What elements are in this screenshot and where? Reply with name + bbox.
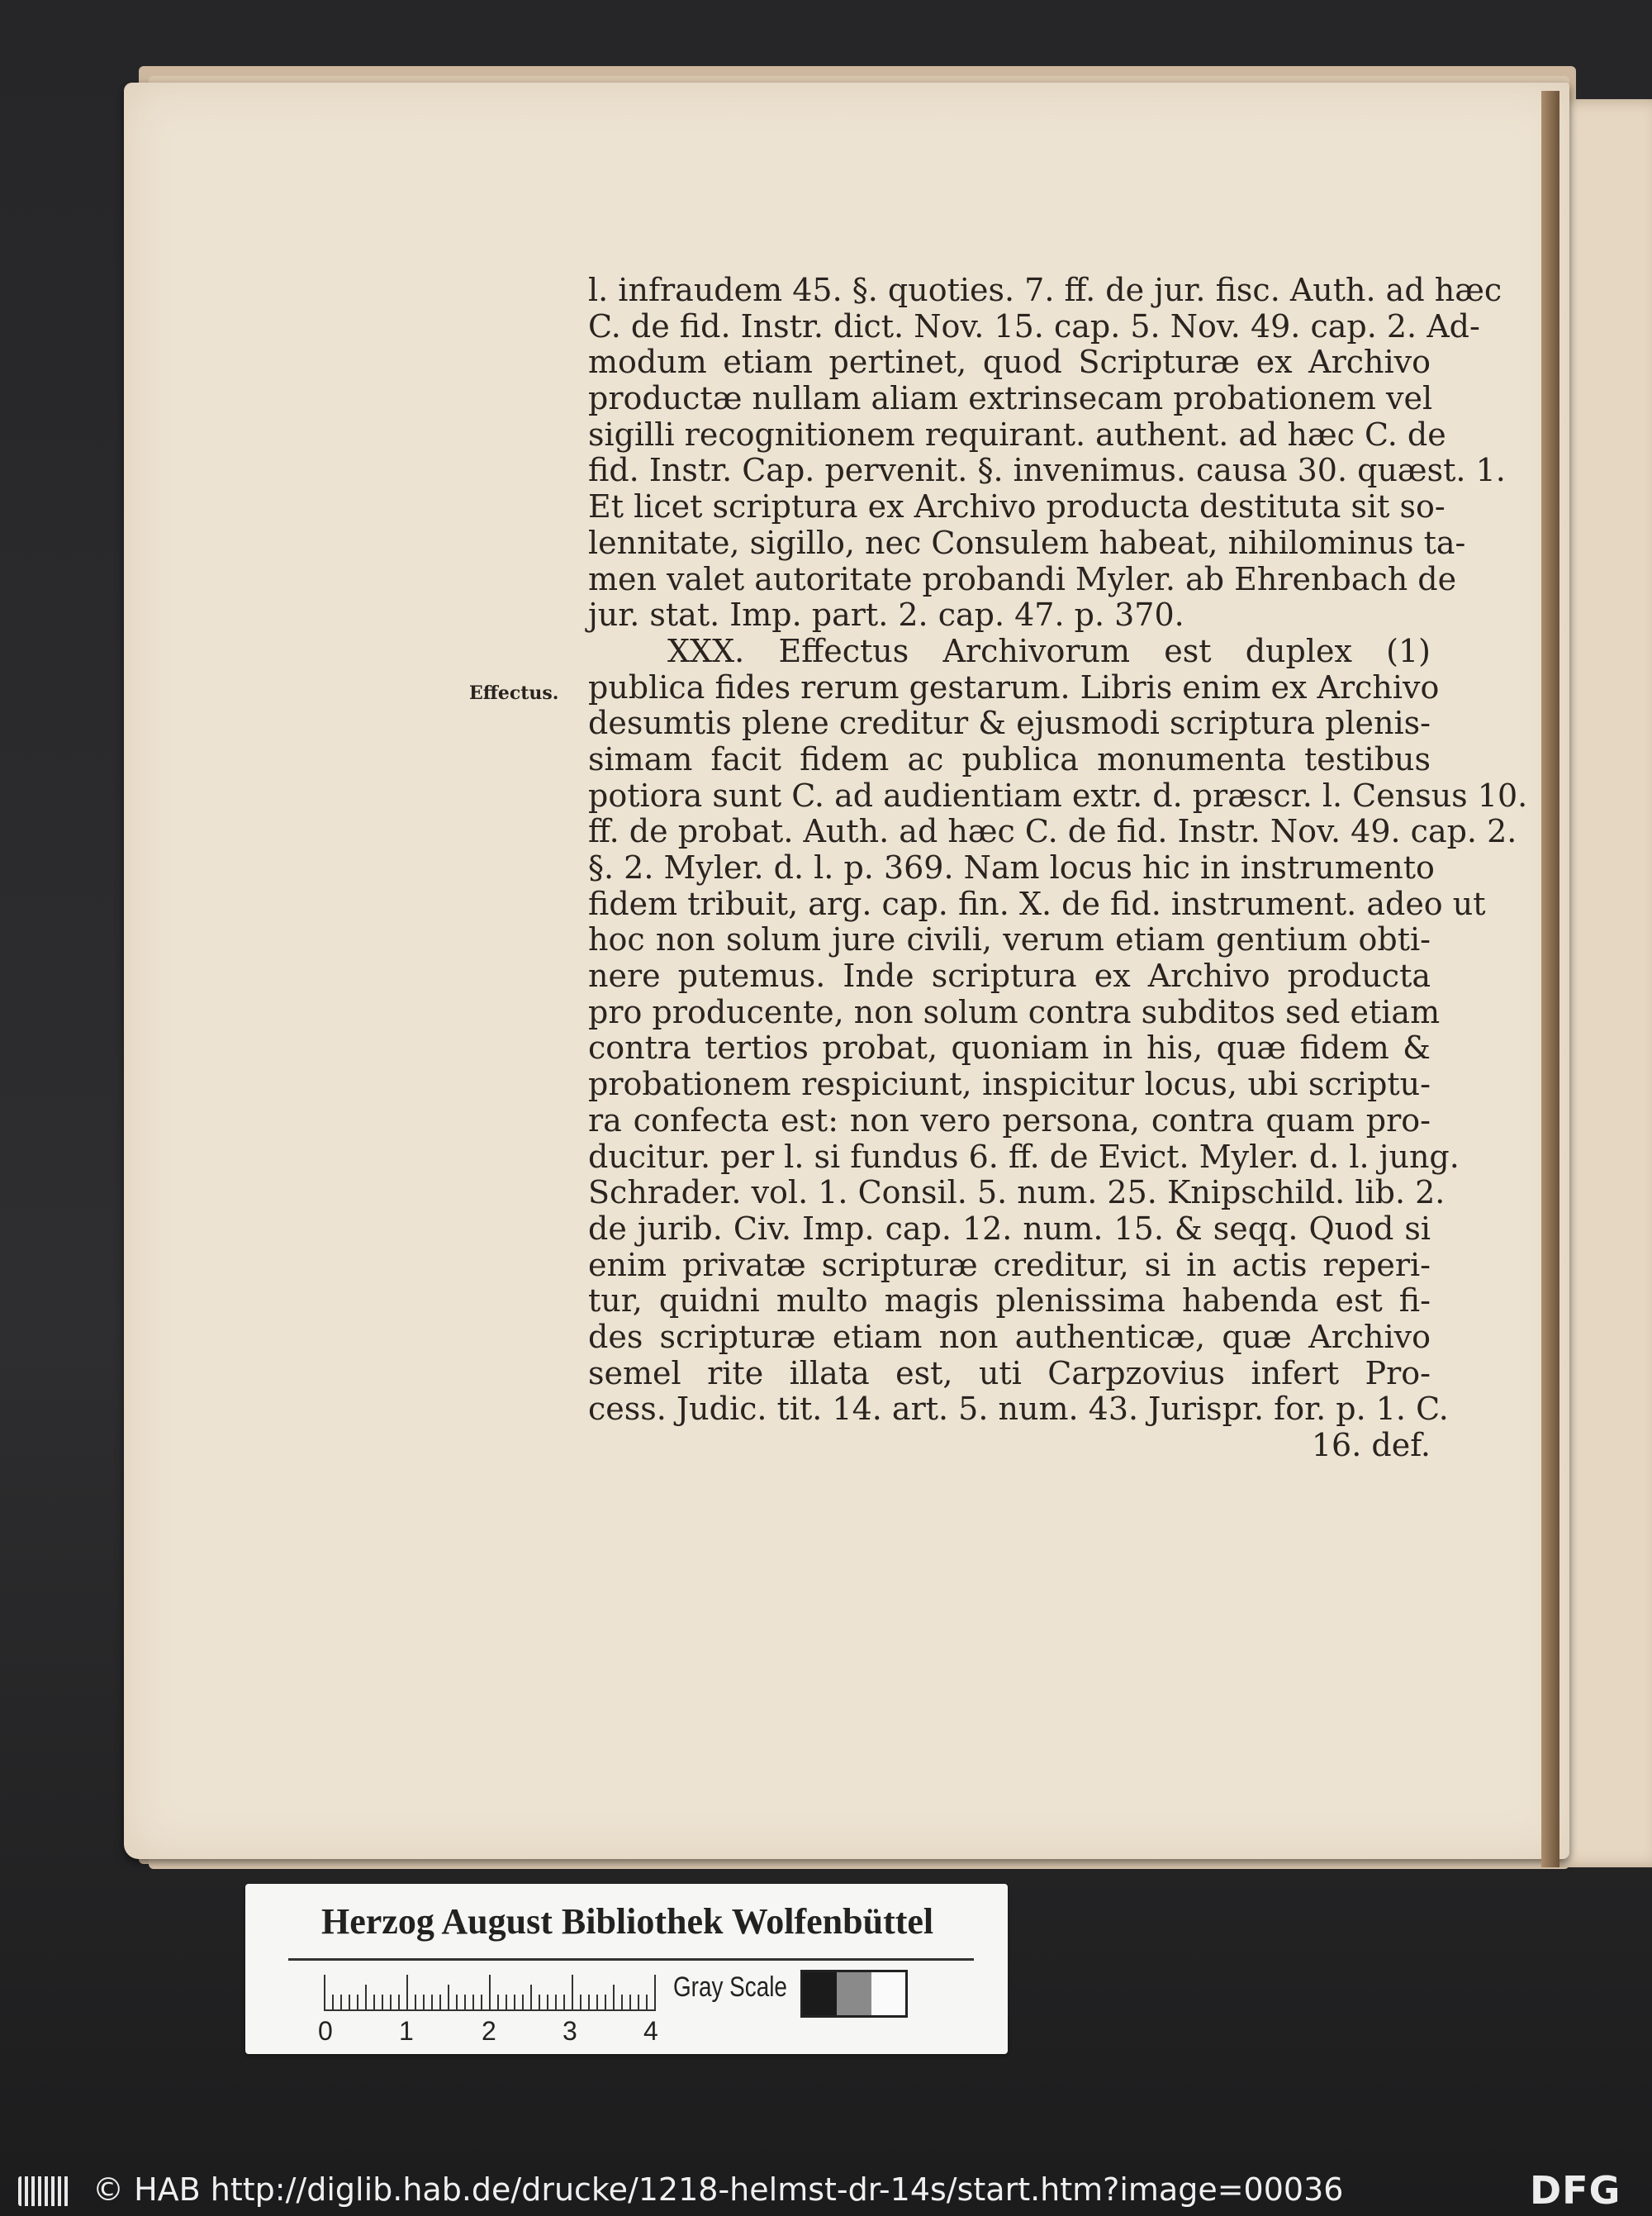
library-name: Herzog August Bibliothek Wolfenbüttel [321, 1901, 934, 1942]
ruler-tick [349, 1995, 350, 2011]
text-line: de jurib. Civ. Imp. cap. 12. num. 15. & seqq. Quod si [588, 1210, 1431, 1247]
ruler-number-0: 0 [318, 2016, 333, 2046]
ruler-tick [580, 1995, 582, 2011]
ruler-tick [439, 1995, 441, 2011]
ruler-tick [638, 1995, 639, 2011]
text-line: 16. def. [1311, 1427, 1431, 1463]
ruler-tick [415, 1995, 416, 2011]
ruler-tick [629, 1995, 631, 2011]
ruler-tick [489, 1975, 491, 2011]
grayscale-bar [800, 1970, 908, 2018]
ruler-tick [382, 1995, 383, 2011]
ruler-tick [613, 1985, 615, 2011]
dfg-logo: DFG [1530, 2168, 1621, 2213]
text-line: semel rite illata est, uti Carpzovius infert Pro- [588, 1354, 1431, 1391]
text-line: lennitate, sigillo, nec Consulem habeat, nihilominus ta- [588, 524, 1466, 561]
swatch-dark [803, 1972, 837, 2015]
text-line: Schrader. vol. 1. Consil. 5. num. 25. Knipschild. lib. 2. [588, 1174, 1446, 1211]
text-line: cess. Judic. tit. 14. art. 5. num. 43. Jurispr. for. p. 1. C. [588, 1391, 1449, 1428]
ruler-tick [390, 1995, 392, 2011]
text-line: ra confecta est: non vero persona, contra quam pro- [588, 1101, 1431, 1139]
text-line: enim privatæ scripturæ creditur, si in actis reperi- [588, 1246, 1431, 1283]
ruler-tick [332, 1995, 334, 2011]
swatch-mid [837, 1972, 871, 2015]
ruler-tick [506, 1995, 507, 2011]
barcode-icon [18, 2176, 69, 2206]
footer-url[interactable]: © HAB http://diglib.hab.de/drucke/1218-helmst-dr-14s/start.htm?image=00036 [93, 2171, 1344, 2208]
book-gutter [1541, 91, 1559, 1867]
text-line: pro producente, non solum contra subditos sed etiam [588, 993, 1441, 1030]
ruler-tick [547, 1995, 548, 2011]
text-line: fid. Instr. Cap. pervenit. §. invenimus. causa 30. quæst. 1. [588, 452, 1506, 489]
archive-label [245, 1884, 1008, 2054]
ruler-tick [555, 1995, 557, 2011]
text-line: ducitur. per l. si fundus 6. ff. de Evict. Myler. d. l. jung. [588, 1138, 1460, 1175]
text-line: C. de fid. Instr. dict. Nov. 15. cap. 5. Nov. 49. cap. 2. Ad- [588, 307, 1480, 345]
ruler-tick [398, 1995, 400, 2011]
ruler-tick [365, 1985, 367, 2011]
text-block [588, 272, 1528, 1464]
text-line: potiora sunt C. ad audientiam extr. d. præscr. l. Census 10. [588, 777, 1528, 814]
text-line: l. infraudem 45. §. quoties. 7. ff. de jur. fisc. Auth. ad hæc [588, 272, 1502, 308]
ruler-tick [563, 1995, 565, 2011]
text-line: nere putemus. Inde scriptura ex Archivo producta [588, 958, 1431, 995]
ruler-tick [431, 1995, 433, 2011]
text-line: publica fides rerum gestarum. Libris enim ex Archivo [588, 668, 1440, 706]
text-line: tur, quidni multo magis plenissima habenda est fi- [588, 1282, 1431, 1320]
text-line: simam facit fidem ac publica monumenta testibus [588, 740, 1431, 778]
text-line: men valet autoritate probandi Myler. ab Ehrenbach de [588, 560, 1457, 597]
ruler-tick [514, 1995, 515, 2011]
ruler-tick [497, 1995, 499, 2011]
ruler-number-2: 2 [482, 2016, 496, 2046]
ruler-tick [406, 1975, 408, 2011]
text-line: fidem tribuit, arg. cap. fin. X. de fid. instrument. adeo ut [588, 885, 1486, 922]
ruler-tick [596, 1995, 598, 2011]
text-line: sigilli recognitionem requirant. authent. ad hæc C. de [588, 416, 1446, 453]
swatch-light [871, 1972, 905, 2015]
text-line: contra tertios probat, quoniam in his, quæ fidem & [588, 1030, 1431, 1067]
footer-bar [0, 2165, 1652, 2216]
ruler-tick [340, 1995, 342, 2011]
text-line: §. 2. Myler. d. l. p. 369. Nam locus hic in instrumento [588, 849, 1435, 886]
ruler-tick [572, 1975, 573, 2011]
ruler-tick [530, 1985, 532, 2011]
ruler-tick [646, 1995, 648, 2011]
ruler-tick [605, 1995, 606, 2011]
text-line: Et licet scriptura ex Archivo producta destituta sit so- [588, 488, 1446, 525]
ruler-number-4: 4 [643, 2016, 658, 2046]
text-line: productæ nullam aliam extrinsecam probationem vel [588, 380, 1433, 417]
ruler-tick [324, 1975, 325, 2011]
ruler-tick [448, 1985, 449, 2011]
text-line: hoc non solum jure civili, verum etiam gentium obti- [588, 921, 1431, 958]
ruler-tick [654, 1975, 656, 2011]
ruler-tick [481, 1995, 482, 2011]
ruler-tick [357, 1995, 358, 2011]
ruler-tick [423, 1995, 425, 2011]
text-line: des scripturæ etiam non authenticæ, quæ Archivo [588, 1318, 1431, 1355]
ruler-tick [539, 1995, 540, 2011]
text-line: jur. stat. Imp. part. 2. cap. 47. p. 370. [588, 597, 1184, 634]
ruler-tick [472, 1995, 474, 2011]
text-line: ff. de probat. Auth. ad hæc C. de fid. Instr. Nov. 49. cap. 2. [588, 813, 1517, 850]
ruler-tick [456, 1995, 458, 2011]
label-divider [288, 1958, 974, 1961]
ruler-tick [464, 1995, 466, 2011]
grayscale-label: Gray Scale [673, 1971, 787, 2003]
text-line: probationem respiciunt, inspicitur locus, ubi scriptu- [588, 1066, 1431, 1103]
text-line: modum etiam pertinet, quod Scripturæ ex Archivo [588, 344, 1431, 381]
ruler-number-1: 1 [399, 2016, 414, 2046]
scale-ruler [324, 1973, 654, 2011]
text-line: desumtis plene creditur & ejusmodi scriptura plenis- [588, 705, 1431, 742]
ruler-tick [373, 1995, 375, 2011]
margin-note: Effectus. [469, 682, 559, 704]
ruler-tick [588, 1995, 590, 2011]
ruler-tick [621, 1995, 623, 2011]
ruler-number-3: 3 [563, 2016, 577, 2046]
text-line: XXX. Effectus Archivorum est duplex (1) [667, 632, 1431, 669]
ruler-tick [522, 1995, 524, 2011]
